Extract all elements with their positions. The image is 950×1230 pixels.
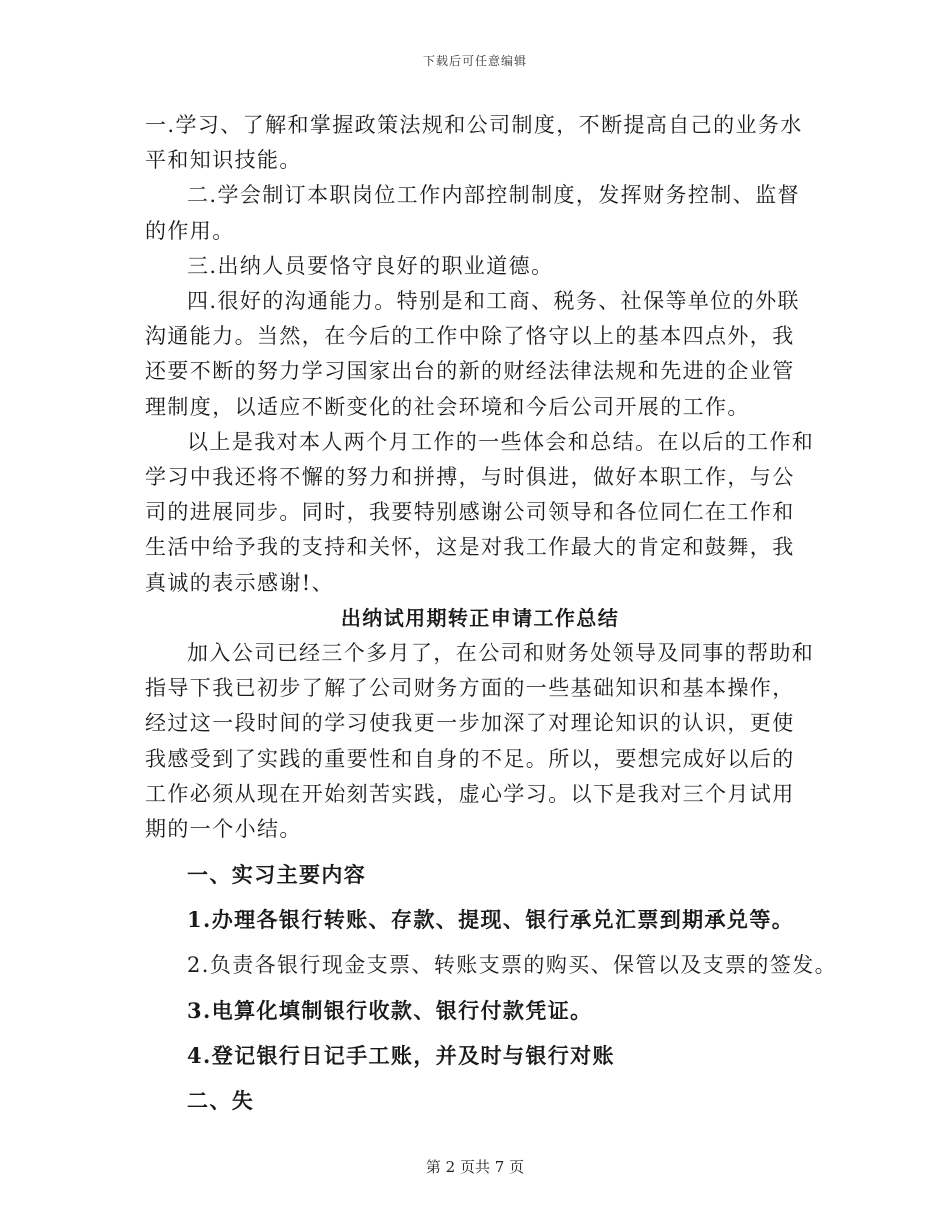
paragraph-3: 三.出纳人员要恪守良好的职业道德。 (187, 253, 554, 278)
paragraph-4: 四.很好的沟通能力。特别是和工商、税务、社保等单位的外联沟通能力。当然，在今后的工作中除了恪守以上的基本四点外，我还要不断的努力学习国家出台的新的财经法律法规和先进的企业管理制度，以适应不断变化的社会环境和今后公司开展的工作。 (145, 289, 800, 419)
paragraph-1: 一.学习、了解和掌握政策法规和公司制度，不断提高自己的业务水平和知识技能。 (145, 113, 803, 173)
heading-main-content: 一、实习主要内容 (187, 862, 367, 888)
list-item-2: 2.负责各银行现金支票、转账支票的购买、保管以及支票的签发。 (187, 952, 838, 977)
heading-shortcomings: 二、失 (187, 1088, 255, 1114)
intro-paragraph: 加入公司已经三个多月了，在公司和财务处领导及同事的帮助和指导下我已初步了解了公司财务方面的一些基础知识和基本操作，经过这一段时间的学习使我更一步加深了对理论知识的认识，更使我感受到了实践的重要性和自身的不足。所以，要想完成好以后的工作必须从现在开始刻苦实践，虚心学习。以下是我对三个月试用期的一个小结。 (145, 641, 815, 842)
list-item-1: 1.办理各银行转账、存款、提现、银行承兑汇票到期承兑等。 (187, 907, 795, 933)
paragraph-5: 以上是我对本人两个月工作的一些体会和总结。在以后的工作和学习中我还将不懈的努力和拼搏，与时俱进，做好本职工作，与公司的进展同步。同时，我要特别感谢公司领导和各位同仁在工作和生活中给予我的支持和关怀，这是对我工作最大的肯定和鼓舞，我真诚的表示感谢!、 (145, 429, 815, 595)
document-body (145, 108, 838, 1118)
list-item-3: 3.电算化填制银行收款、银行付款凭证。 (187, 997, 593, 1023)
page-header: 下载后可任意编辑 (422, 54, 527, 68)
page-footer: 第 2 页共 7 页 (425, 1158, 525, 1176)
section-title: 出纳试用期转正申请工作总结 (340, 605, 620, 630)
paragraph-2: 二.学会制订本职岗位工作内部控制制度，发挥财务控制、监督的作用。 (145, 183, 800, 243)
list-item-4: 4.登记银行日记手工账，并及时与银行对账 (187, 1043, 615, 1069)
